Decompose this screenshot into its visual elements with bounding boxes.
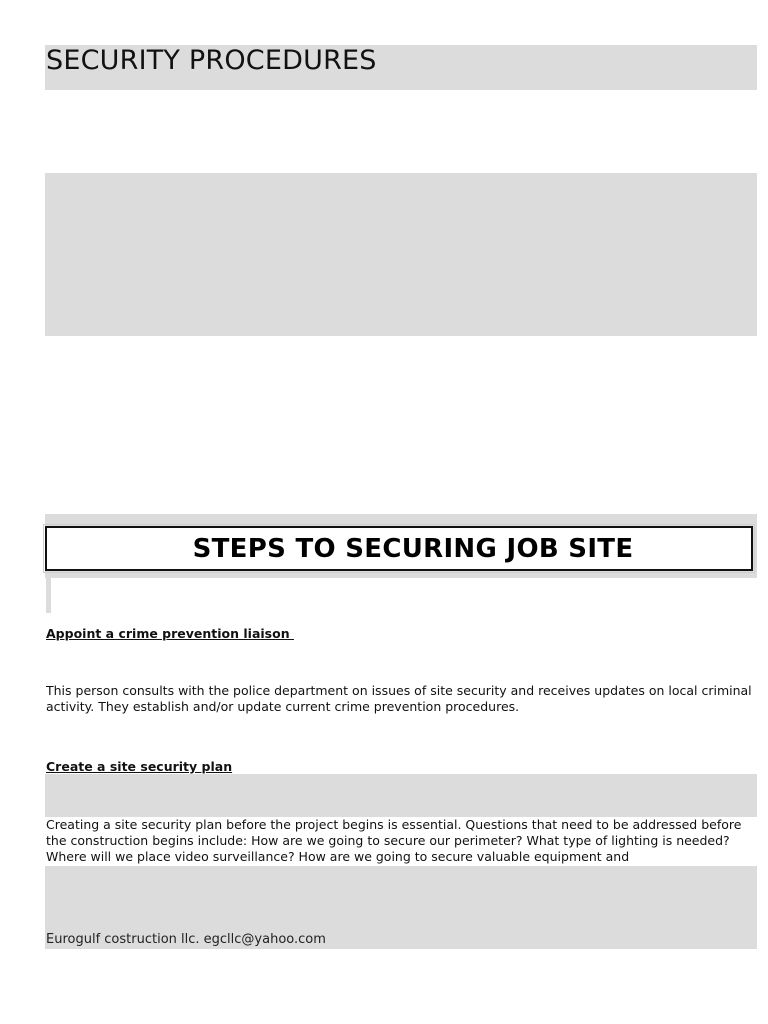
steps-heading-box [45,526,753,571]
section-body-crime-prevention-liaison: This person consults with the police department on issues of site security and receives updates on local criminal activity. They establish and/or update current crime prevention procedures. [46,683,752,714]
section-body-site-security-plan: Creating a site security plan before the project begins is essential. Questions that need to be addressed before the construction begins include: How are we going to secure our perimeter? What type of lighting is needed? Where will we place video surveillance? How are we going to secure valuable equipment and [46,817,742,864]
page-title: SECURITY PROCEDURES [46,45,377,76]
footer-company-contact: Eurogulf costruction llc. egcllc@yahoo.com [46,932,326,947]
section-divider-band [45,774,757,817]
section-heading-crime-prevention-liaison: Appoint a crime prevention liaison [46,626,294,641]
steps-heading: STEPS TO SECURING JOB SITE [192,534,634,564]
image-placeholder-band [45,173,757,336]
left-accent-bar [46,576,51,613]
section-heading-site-security-plan: Create a site security plan [46,759,233,774]
